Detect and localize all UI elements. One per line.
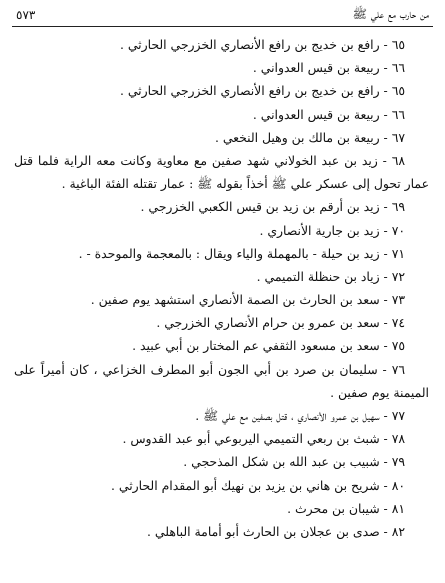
entry-line: ٦٥ - رافع بن خديج بن رافع الأنصاري الخزرجي الحارثي . [119, 83, 405, 99]
entry-line: ٧٥ - سعد بن مسعود الثقفي عم المختار بن أبي عبيد . [132, 338, 405, 354]
entry-line: ٦٨ - زيد بن عبد الخولاني شهد صفين مع معاوية وكانت معه الراية فلما قتل [14, 152, 405, 168]
entry-line: ٧٤ - سعد بن عمرو بن حرام الأنصاري الخزرجي . [156, 315, 405, 331]
entry-line: ٦٦ - ربيعة بن قيس العدواني . [252, 60, 405, 76]
page-body [14, 33, 429, 543]
entry-continuation-line: عمار تحول إلى عسكر علي ﷺ أخذاً بقوله ﷺ : عمار تقتله الفئة الباغية . [61, 176, 429, 192]
entry-line: ٨٢ - صدى بن عجلان بن الحارث أبو أمامة الباهلي . [147, 523, 405, 539]
entry-line: ٦٥ - رافع بن خديج بن رافع الأنصاري الخزرجي الحارثي . [119, 37, 405, 52]
page-number: ٥٧٣ [16, 8, 36, 22]
entry-line: ٧١ - زيد بن حيلة - بالمهملة والياء ويقال : بالمعجمة والموحدة - . [78, 245, 405, 261]
entry-line: ٧٦ - سليمان بن صرد بن أبي الجون أبو المطرف الخزاعي ، كان أميراً على [14, 361, 405, 377]
entry-line: ٦٩ - زيد بن أرقم بن زيد بن قيس الكعبي الخزرجي . [140, 199, 405, 215]
entry-line: ٨٠ - شريح بن هاني بن يزيد بن نهيك أبو المقدام الحارثي . [111, 477, 405, 493]
entry-line: ٦٧ - ربيعة بن مالك بن وهيل النخعي . [214, 129, 405, 145]
entry-line: ٧٩ - شبيب بن عبد الله بن شكل المذحجي . [183, 454, 405, 470]
entry-line: ٧٧ - سهيل بن عمرو الأنصاري ، قتل بصفين مع علي ﷺ . [195, 408, 405, 423]
entry-line: ٧٢ - زياد بن حنظلة التميمي . [256, 268, 405, 284]
header-rule [12, 26, 433, 27]
entry-continuation-line: الميمنة يوم صفين . [330, 384, 429, 400]
entry-line: ٧٠ - زيد بن جارية الأنصاري . [259, 222, 405, 238]
header-title: من حارب مع علي ﷺ [352, 6, 429, 21]
entry-line: ٦٦ - ربيعة بن قيس العدواني . [252, 106, 405, 122]
running-header [16, 5, 429, 25]
entry-line: ٧٨ - شبث بن ربعي التميمي اليربوعي أبو عبد القدوس . [122, 431, 405, 447]
entry-line: ٨١ - شيبان بن محرث . [287, 500, 405, 516]
entry-line: ٧٣ - سعد بن الحارث بن الصمة الأنصاري استشهد يوم صفين . [90, 292, 405, 308]
